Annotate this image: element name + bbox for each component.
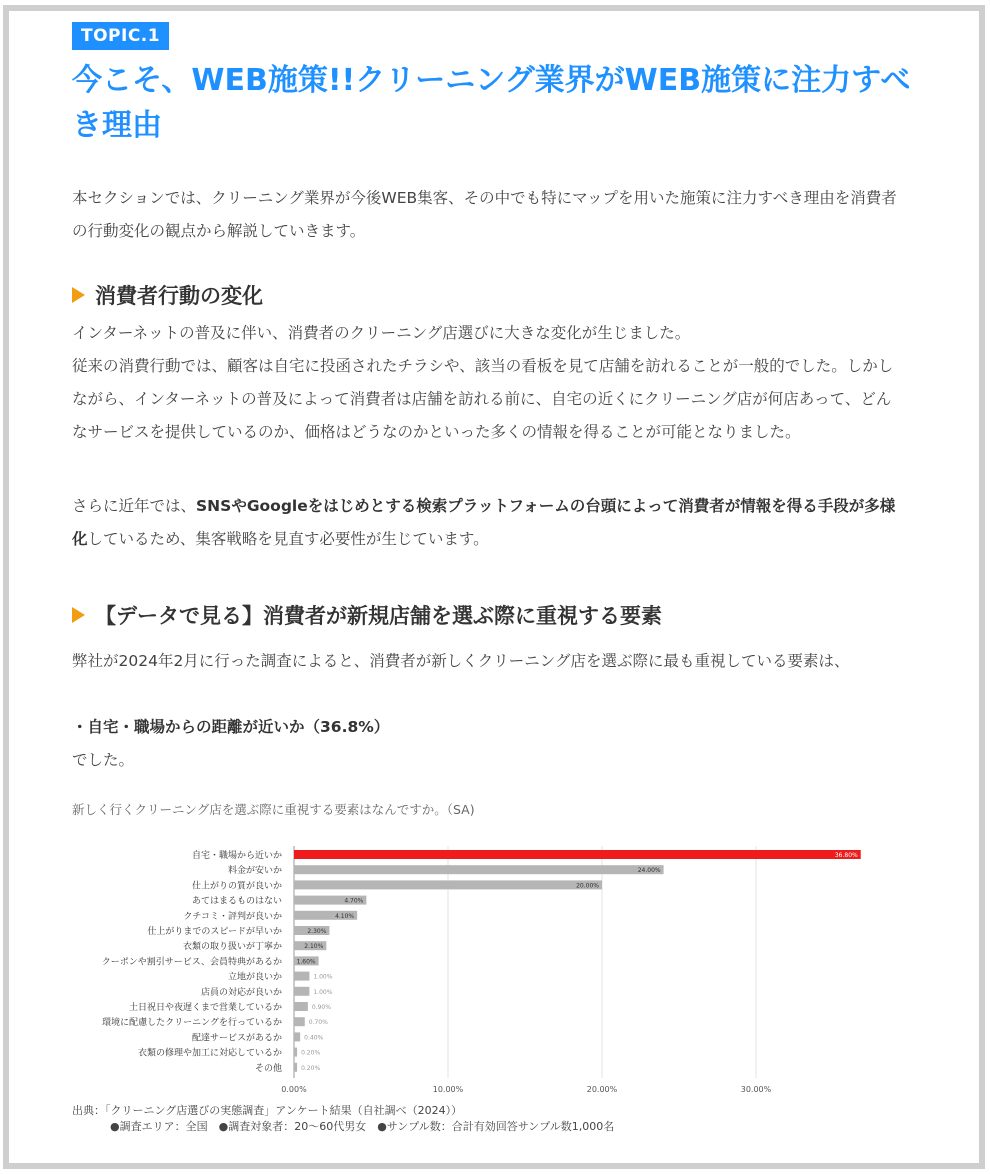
bar (294, 1017, 305, 1026)
value-label: 0.20% (301, 1049, 321, 1057)
bar (294, 1063, 297, 1072)
value-label: 2.10% (304, 943, 324, 951)
bar (294, 1048, 297, 1057)
category-label: 仕上がりの質が良いか (191, 881, 282, 892)
value-label: 0.90% (311, 1004, 331, 1011)
section1-paragraph-1: インターネットの普及に伴い、消費者のクリーニング店選びに大きな変化が生じました。 (72, 324, 691, 342)
section-heading-text: 【データで見る】消費者が新規店舗を選ぶ際に重視する要素 (95, 604, 662, 628)
category-label: 仕上がりまでのスピードが早いか (147, 927, 282, 937)
category-label: クーポンや割引サービス、会員特典があるか (101, 957, 282, 968)
value-label: 24.00% (637, 867, 661, 875)
category-label: 料金が安いか (227, 866, 282, 877)
category-label: 立地が良いか (227, 972, 282, 983)
category-label: 配達サービスがあるか (191, 1033, 282, 1044)
value-label: 4.70% (344, 897, 364, 905)
value-label: 1.00% (313, 988, 333, 996)
value-label: 0.70% (308, 1019, 328, 1027)
bar (294, 850, 861, 859)
section2-bullet: ・自宅・職場からの距離が近いか（36.8%） (72, 718, 390, 736)
value-label: 1.60% (296, 958, 316, 966)
bar (294, 972, 309, 981)
bar (294, 865, 664, 874)
section1-p3-bold: SNSやGoogleをはじめとする検索プラットフォームの台頭によって消費者が情報を得る手段が多様化 (72, 497, 896, 548)
value-label: 20.00% (576, 882, 599, 890)
topic-badge: TOPIC.1 (72, 22, 169, 50)
category-label: 店員の対応が良いか (200, 987, 282, 998)
section-heading-text: 消費者行動の変化 (95, 284, 263, 308)
source-line-2: ●調査エリア：全国 ●調査対象者：20〜60代男女 ●サンプル数：合計有効回答サンプル数1,000名 (110, 1120, 615, 1133)
x-tick-label: 0.00% (281, 1085, 307, 1094)
value-label: 0.40% (304, 1034, 324, 1042)
category-label: 環境に配慮したクリーニングを行っているか (102, 1018, 282, 1029)
source-line-1: 出典：「クリーニング店選びの実態調査」アンケート結果（自社調べ（2024）） (72, 1104, 463, 1117)
value-label: 36.80% (834, 852, 858, 859)
value-label: 4.10% (335, 912, 355, 920)
category-label: 土日祝日や夜遅くまで営業しているか (128, 1003, 282, 1013)
bar (294, 987, 309, 996)
category-label: 衣類の修理や加工に対応しているか (137, 1048, 282, 1059)
value-label: 0.20% (301, 1064, 321, 1072)
chart-title: 新しく行くクリーニング店を選ぶ際に重視する要素はなんですか。（SA) (72, 802, 475, 817)
intro-paragraph: 本セクションでは、クリーニング業界が今後WEB集客、その中でも特にマップを用いた施策に注力すべき理由を消費者の行動変化の観点から解説していきます。 (72, 189, 897, 240)
section2-paragraph-2: でした。 (72, 751, 135, 769)
category-label: その他 (254, 1063, 282, 1074)
x-tick-label: 30.00% (740, 1085, 772, 1094)
bar (294, 1002, 308, 1011)
section2-paragraph-1: 弊社が2024年2月に行った調査によると、消費者が新しくクリーニング店を選ぶ際に最も重視している要素は、 (72, 652, 850, 670)
value-label: 2.30% (307, 928, 327, 935)
category-label: 自宅・職場から近いか (191, 851, 282, 861)
page-title: 今こそ、WEB施策!!クリーニング業界がWEB施策に注力すべき理由 (72, 63, 911, 143)
category-label: クチコミ・評判が良いか (183, 911, 282, 922)
x-tick-label: 20.00% (586, 1085, 618, 1094)
category-label: あてはまるものはない (191, 896, 282, 907)
bar (294, 880, 602, 889)
chart-source (72, 1103, 614, 1135)
category-label: 衣類の取り扱いが丁寧か (182, 942, 282, 953)
x-tick-label: 10.00% (432, 1085, 464, 1094)
section1-p3-post: しているため、集客戦略を見直す必要性が生じています。 (87, 530, 489, 548)
section1-p3-pre: さらに近年では、 (72, 497, 197, 515)
value-label: 1.00% (313, 973, 333, 981)
section1-paragraph-2: 従来の消費行動では、顧客は自宅に投函されたチラシや、該当の看板を見て店舗を訪れることが一般的でした。しかしながら、インターネットの普及によって消費者は店舗を訪れる前に、自宅の近くにクリーニング店が何店あって、どんなサービスを提供しているのか、価格はどうなのかといった多くの情報を得ることが可能となりました。 (72, 357, 894, 441)
bar (294, 1032, 300, 1041)
